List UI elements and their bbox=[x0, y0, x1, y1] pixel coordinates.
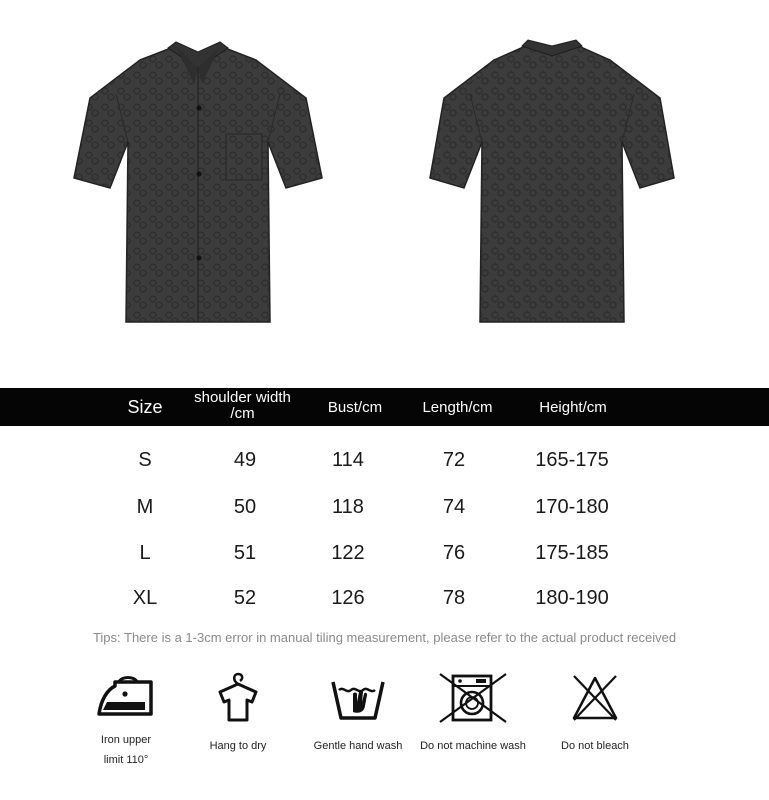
care-bleach-label: Do not bleach bbox=[561, 740, 629, 752]
care-iron bbox=[66, 672, 186, 770]
header-length: Length/cm bbox=[422, 398, 493, 416]
care-machine-label: Do not machine wash bbox=[420, 740, 526, 752]
care-machine bbox=[413, 672, 533, 756]
table-row bbox=[0, 583, 769, 613]
cell-shoulder: 52 bbox=[233, 586, 257, 609]
cell-size: XL bbox=[132, 586, 158, 609]
no-machine-wash-icon bbox=[438, 672, 508, 724]
size-table-header bbox=[0, 388, 769, 426]
shirt-front-image bbox=[68, 38, 328, 330]
cell-height: 175-185 bbox=[535, 541, 609, 564]
cell-size: L bbox=[139, 541, 151, 564]
header-shoulder bbox=[180, 387, 305, 425]
care-wash bbox=[298, 672, 418, 756]
header-shoulder-line2: /cm bbox=[230, 405, 255, 422]
cell-shoulder: 50 bbox=[233, 495, 257, 518]
cell-size: S bbox=[138, 448, 152, 471]
iron-icon bbox=[95, 672, 157, 722]
cell-height: 180-190 bbox=[535, 586, 609, 609]
table-row bbox=[0, 492, 769, 522]
care-hang bbox=[178, 672, 298, 756]
cell-bust: 114 bbox=[332, 448, 364, 471]
care-iron-label-1: Iron upper bbox=[100, 734, 152, 746]
cell-height: 165-175 bbox=[535, 448, 609, 471]
header-height: Height/cm bbox=[539, 398, 607, 416]
header-bust: Bust/cm bbox=[327, 398, 383, 416]
no-bleach-icon bbox=[570, 672, 620, 724]
table-row bbox=[0, 538, 769, 568]
cell-height: 170-180 bbox=[535, 495, 609, 518]
hanger-shirt-icon bbox=[216, 672, 260, 724]
care-bleach bbox=[535, 672, 655, 756]
measurement-tips: Tips: There is a 1-3cm error in manual tiling measurement, please refer to the actual product received bbox=[92, 630, 677, 645]
cell-length: 76 bbox=[442, 541, 466, 564]
care-iron-label-2: limit 110° bbox=[103, 754, 149, 766]
header-size: Size bbox=[127, 396, 163, 417]
care-wash-label: Gentle hand wash bbox=[313, 740, 403, 752]
cell-length: 74 bbox=[442, 495, 466, 518]
cell-bust: 126 bbox=[331, 586, 365, 609]
cell-size: M bbox=[136, 495, 154, 518]
cell-length: 78 bbox=[442, 586, 466, 609]
hand-wash-icon bbox=[329, 672, 387, 724]
table-row bbox=[0, 445, 769, 475]
care-hang-label: Hang to dry bbox=[209, 740, 267, 752]
cell-bust: 118 bbox=[332, 495, 364, 518]
shirt-back-image bbox=[426, 38, 678, 330]
cell-length: 72 bbox=[442, 448, 466, 471]
cell-shoulder: 51 bbox=[233, 541, 257, 564]
cell-bust: 122 bbox=[331, 541, 365, 564]
header-shoulder-line1: shoulder width bbox=[194, 389, 291, 406]
cell-shoulder: 49 bbox=[233, 448, 257, 471]
